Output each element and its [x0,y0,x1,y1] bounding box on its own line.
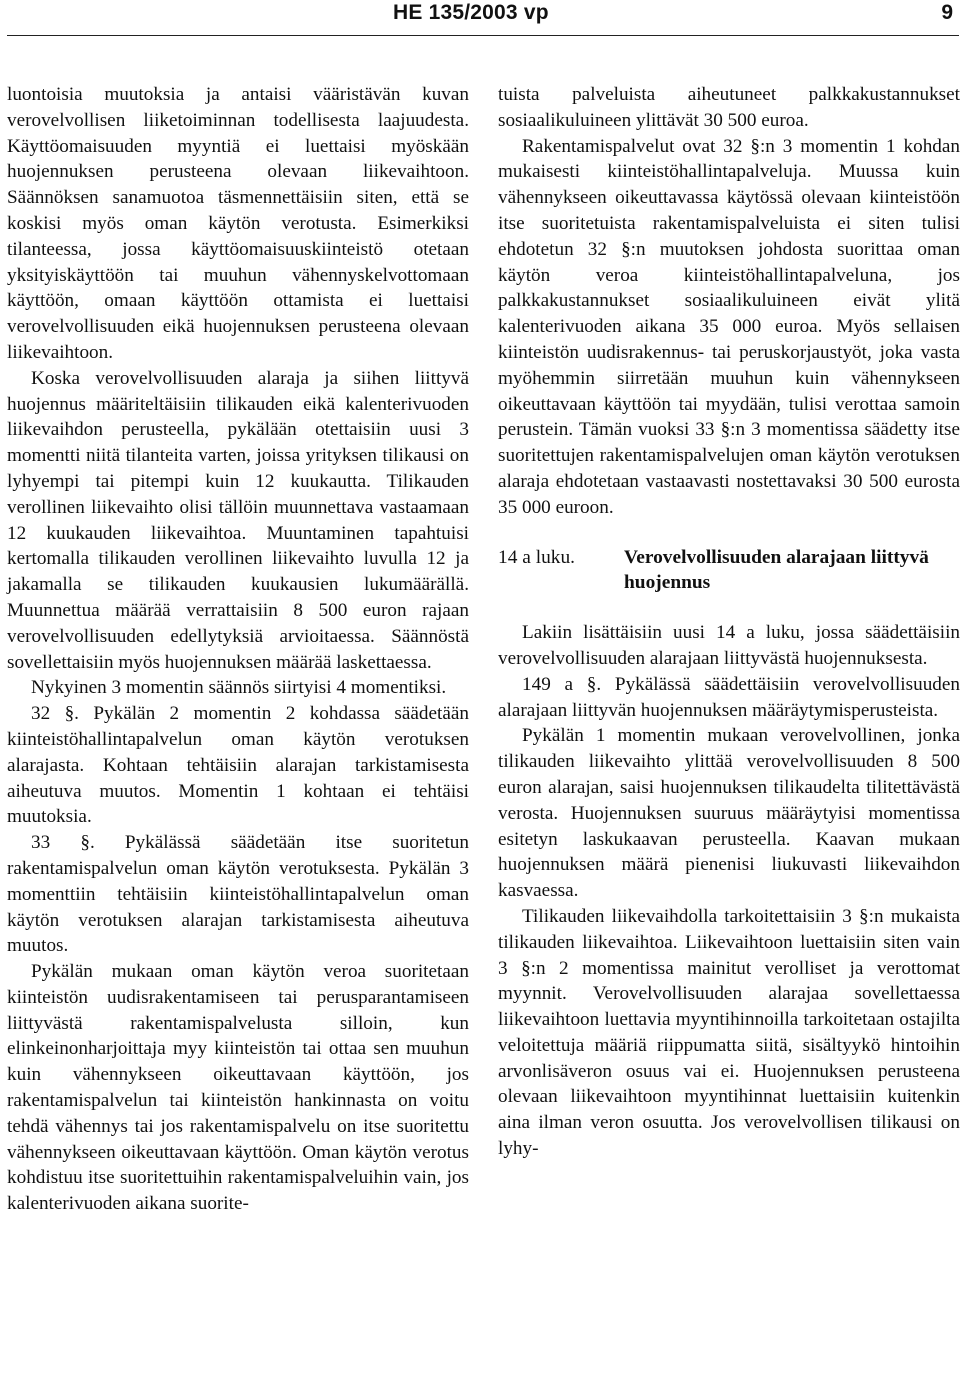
paragraph: Tilikauden liikevaihdolla tarkoitettaisiin 3 §:n mukaista tilikauden liikevaihtoa. Liikevaihtoon luettaisiin siten vain 3 §:n 2 momentissa mainitut verolliset ja verottomat myynnit. Verovelvollisuuden alarajaa sovellettaessa liikevaihtoon luettavia myyntihinnoilla tarkoitetaan ostajilta veloitettuja määriä riippumatta siitä, sisältyykö hintoihin arvonlisäveron osuus vai ei. Huojennuksen perusteena olevaan liikevaihtoon myyntihinnat luettaisiin kuitenkin aina ilman veron osuutta. Jos verovelvollisen tilikausi on lyhy- [498,905,960,1160]
section-title: Verovelvollisuuden alarajaan liittyvä huojennus [624,546,929,594]
header-divider [7,35,959,36]
paragraph: 33 §. Pykälässä säädetään itse suoritetun rakentamispalvelun oman käytön verotuksesta. Pykälän 3 momenttiin tehtäisiin kiinteistöhallintapalvelun oman käytön verotuksen alarajan tarkistamisesta aiheutuva muutos. [7,832,469,957]
document-id: HE 135/2003 vp [393,1,549,24]
right-column [498,82,960,1162]
paragraph: Rakentamispalvelut ovat 32 §:n 3 momentin 1 kohdan mukaisesti kiinteistöhallintapalveluja. Muussa kuin vähennykseen oikeuttavassa käytössä olevaan kiinteistöön itse suoritetuista rakentamispalveluista ei siten tulisi ehdotetun 32 §:n muutoksen johdosta suorittaa oman käytön veroa kiinteistöhallintapalveluna, jos palkkakustannukset sosiaalikuluineen eivät ylitä kalenterivuoden aikana 35 000 euroa. Myös sellaisen kiinteistön uudisrakennus- tai peruskorjaustyöt, joka vasta myöhemmin siirretään muuhun kuin vähennykseen oikeuttavaan käyttöön tai myydään, tulisi verottaa samoin perustein. Tämän vuoksi 33 §:n 3 momentissa säädetty itse suoritettujen rakentamispalvelujen oman käytön verotuksen alaraja ehdotetaan vastaavasti nostettavaksi 30 500 eurosta 35 000 euroon. [498,135,960,518]
paragraph: Nykyinen 3 momentin säännös siirtyisi 4 momentiksi. [31,677,447,699]
section-heading [498,545,960,597]
paragraph: Pykälän mukaan oman käytön veroa suoritetaan kiinteistön uudisrakentamiseen tai perusparantamiseen liittyvästä rakentamispalvelusta silloin, kun elinkeinonharjoittaja myy kiinteistön tai ottaa sen muuhun kuin vähennykseen oikeuttavaan käyttöön, jos rakentamispalvelun tai kiinteistön hankinnasta on voitu tehdä vähennys tai jos rakentamispalvelu on itse suoritettu vähennykseen oikeuttavaan käyttöön. Oman käytön verotus kohdistuu itse suoritettuihin rakentamispalveluihin vain, jos kalenterivuoden aikana suorite- [7,961,469,1215]
paragraph: Pykälän 1 momentin mukaan verovelvollinen, jonka tilikauden liikevaihto ylittää verovelvollisuuden 8 500 euron alarajan, saisi huojennuksen tilikaudelta tilitettävästä verosta. Huojennuksen suuruus määräytyisi momentissa esitetyn laskukaavan perusteella. Kaavan mukaan huojennuksen määrä pienenisi liukuvasti liikevaihdon kasvaessa. [498,725,960,902]
page-header [0,0,960,40]
section-number: 14 a luku. [498,546,576,568]
paragraph: 32 §. Pykälän 2 momentin 2 kohdassa säädetään kiinteistöhallintapalvelun oman käytön verotuksen alarajasta. Kohtaan tehtäisiin alarajan tarkistamisesta aiheutuva muutos. Momentin 1 kohtaan ei tehtäisi muutoksia. [7,703,469,828]
paragraph: 149 a §. Pykälässä säädettäisiin verovelvollisuuden alarajaan liittyvän huojennuksen määräytymisperusteista. [498,673,960,721]
page-number: 9 [941,1,953,24]
paragraph: Koska verovelvollisuuden alaraja ja siihen liittyvä huojennus määriteltäisiin tilikauden eikä kalenterivuoden liikevaihdon perusteella, pykälään otettaisiin uusi 3 momentti niitä tilanteita varten, joissa yrityksen tilikausi on lyhyempi tai pitempi kuin 12 kuukautta. Tilikauden verollinen liikevaihto olisi tällöin muunnettava vastaamaan 12 kuukauden liikevaihtoa. Muuntaminen tapahtuisi kertomalla tilikauden verollinen liikevaihto luvulla 12 ja jakamalla se tilikauden kuukausien lukumäärällä. Muunnettua määrää verrattaisiin 8 500 euron rajaan verovelvollisuuden edellytyksiä arvioitaessa. Säännöstä sovellettaisiin myös huojennuksen määrää laskettaessa. [7,367,469,673]
paragraph: Lakiin lisättäisiin uusi 14 a luku, jossa säädettäisiin verovelvollisuuden alarajaan liittyvästä huojennuksesta. [498,622,960,669]
paragraph: luontoisia muutoksia ja antaisi vääristävän kuvan verovelvollisen liiketoiminnan todellisesta laajuudesta. Käyttöomaisuuden myyntiä ei luettaisi myöskään huojennuksen perusteena olevaan liikevaihtoon. Säännöksen sanamuotoa täsmennettäisiin siten, että se koskisi myös oman käytön verotusta. Esimerkiksi tilanteessa, jossa käyttöomaisuuskiinteistö otetaan yksityiskäyttöön tai muuhun vähennyskelvottomaan käyttöön, omaan käyttöön ottamista ei luettaisi verovelvollisuuden eikä huojennuksen perusteena olevaan liikevaihtoon. [7,84,469,363]
paragraph: tuista palveluista aiheutuneet palkkakustannukset sosiaalikuluineen ylittävät 30 500 euroa. [498,84,960,131]
left-column [7,82,469,1217]
